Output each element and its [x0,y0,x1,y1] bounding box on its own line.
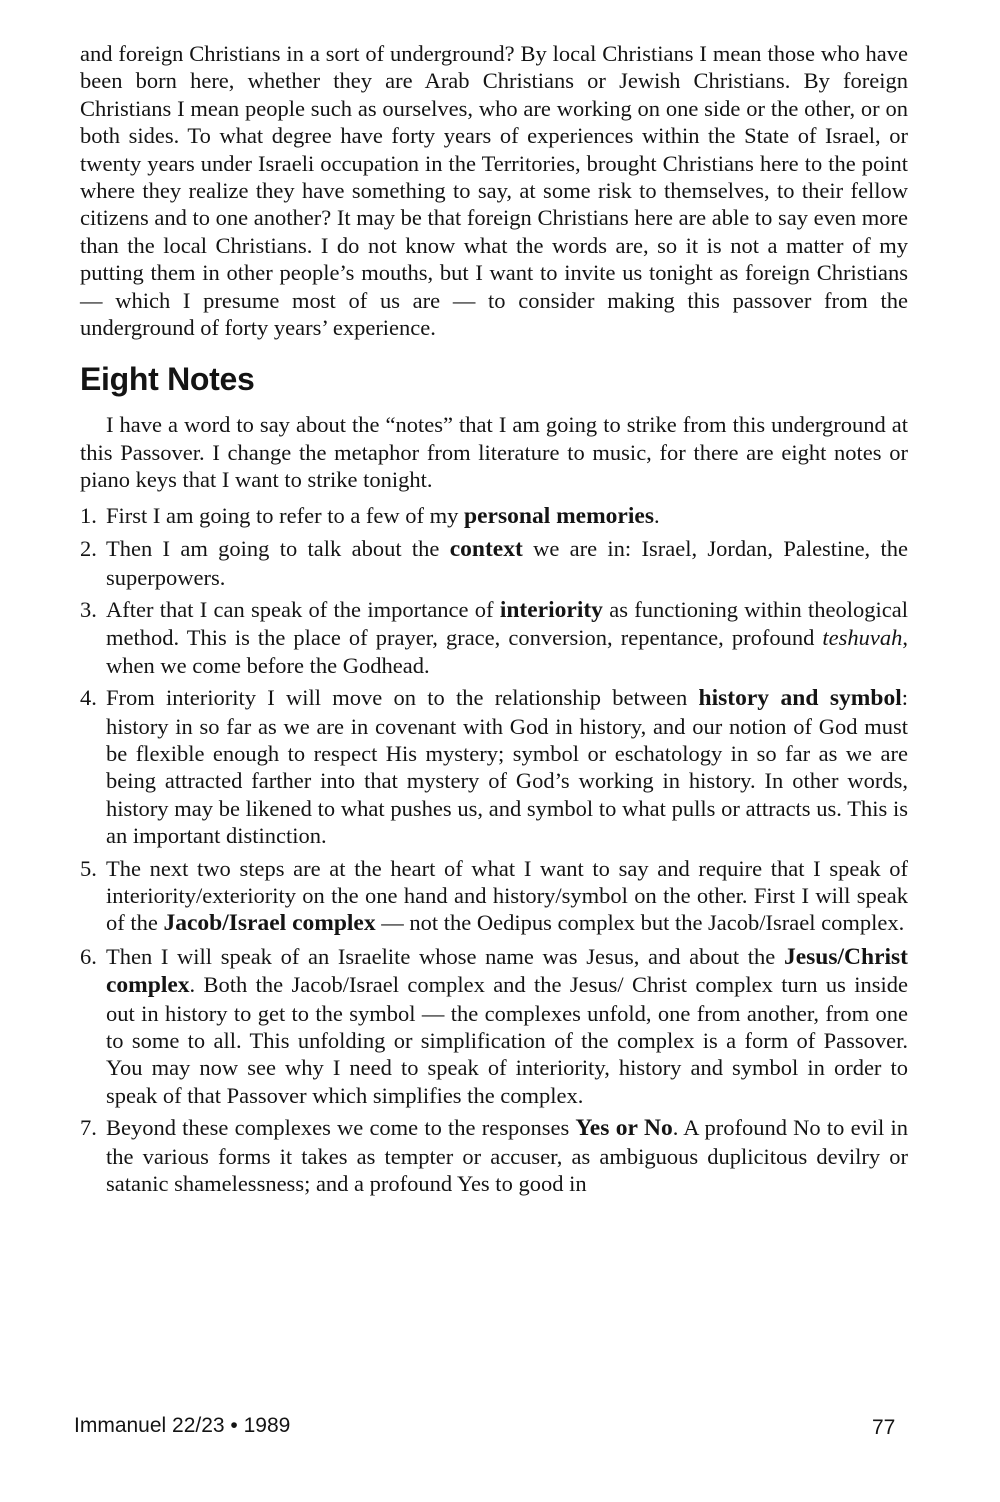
intro-paragraph: and foreign Christians in a sort of underground? By local Christians I mean those who have been born here, whether they are Arab Christians or Jewish Christians. By foreign Christians I mean people such as ourselves, who are working on one side or the other, or on both sides. To what degree have forty years of experiences within the State of Israel, or twenty years under Israeli occupation in the Territories, brought Christians here to the point where they realize they have something to say, at some risk to themselves, to their fellow citizens and to one another? It may be that foreign Christians here are able to say even more than the local Christians. I do not know what the words are, so it is not a matter of my putting them in other people’s mouths, but I want to invite us tonight as foreign Christians — which I presume most of us are — to consider making this passover from the underground of forty years’ experience. [80,41,908,341]
list-item [80,535,908,591]
item-keyword: Yes or No [575,1115,673,1142]
section-intro-paragraph: I have a word to say about the “notes” that I am going to strike from this underground at this Passover. I change the metaphor from literature to music, for there are eight notes or piano keys that I want to strike tonight. [80,412,908,493]
item-number: 2. [80,536,97,562]
item-text: — not the Oedipus complex but the Jacob/Israel complex. [375,910,905,936]
item-number: 6. [80,943,97,969]
item-text: , when we come before the Godhead. [106,625,908,678]
item-text: . [653,502,660,528]
item-italic-term: teshuvah [822,625,903,651]
item-keyword: Jesus/Christ complex [106,943,908,999]
footer-journal: Immanuel 22/23 • 1989 [74,1414,291,1437]
list-item [80,943,908,1109]
item-keyword: personal memories [464,502,654,529]
item-text: First I am going to refer to a few of my [106,502,465,528]
item-text: : history in so far as we are in covenant with God in history, and our notion of God must be flexible enough to respect His mystery; symbol or eschatology in so far as we are being attracted farther into that mystery of God’s working in history. In other words, history may be likened to what pushes us, and symbol to what pulls or attracts us. This is an important distinction. [106,685,908,849]
item-text: Then I am going to talk about the [106,536,450,562]
list-item [80,1114,908,1197]
list-item [80,596,908,679]
notes-list [80,502,908,1198]
item-keyword: Jacob/Israel complex [163,910,376,937]
item-text: we are in: Israel, Jordan, Palestine, the superpowers. [106,536,908,590]
item-text: The next two steps are at the heart of what I want to say and require that I speak of interiority/exteriority on the one hand and history/symbol on the other. First I will speak of the [106,855,908,936]
item-keyword: interiority [499,596,603,623]
item-text: From interiority I will move on to the relationship between [106,685,699,711]
item-text: . Both the Jacob/Israel complex and the Jesus/ Christ complex turn us inside out in history to get to the symbol — the complexes unfold, one from another, from one to some to all. This unfolding or simplification of the complex is a form of Passover. You may now see why I need to speak of interiority, history and symbol in order to speak of that Passover which simplifies the complex. [106,972,908,1108]
item-number: 7. [80,1115,97,1141]
list-item [80,855,908,938]
item-text: as functioning within theological method. This is the place of prayer, grace, conversion, repentance, profound [106,596,908,651]
item-text: Then I will speak of an Israelite whose name was Jesus, and about the [106,943,784,969]
item-text: . A profound No to evil in the various forms it takes as tempter or accuser, as ambiguous duplicitous devilry or satanic shamelessness; and a profound Yes to good in [106,1115,908,1197]
section-heading: Eight Notes [80,361,255,398]
item-number: 1. [80,502,97,528]
item-text: After that I can speak of the importance of [106,596,500,622]
item-keyword: context [449,536,523,563]
item-number: 5. [80,855,97,881]
item-number: 4. [80,685,97,711]
item-keyword: history and symbol [698,685,902,712]
list-item [80,684,908,849]
list-item [80,502,908,530]
page-body [80,40,908,1202]
page-number: 77 [872,1416,896,1439]
item-number: 3. [80,596,97,622]
item-text: Beyond these complexes we come to the responses [106,1115,576,1141]
